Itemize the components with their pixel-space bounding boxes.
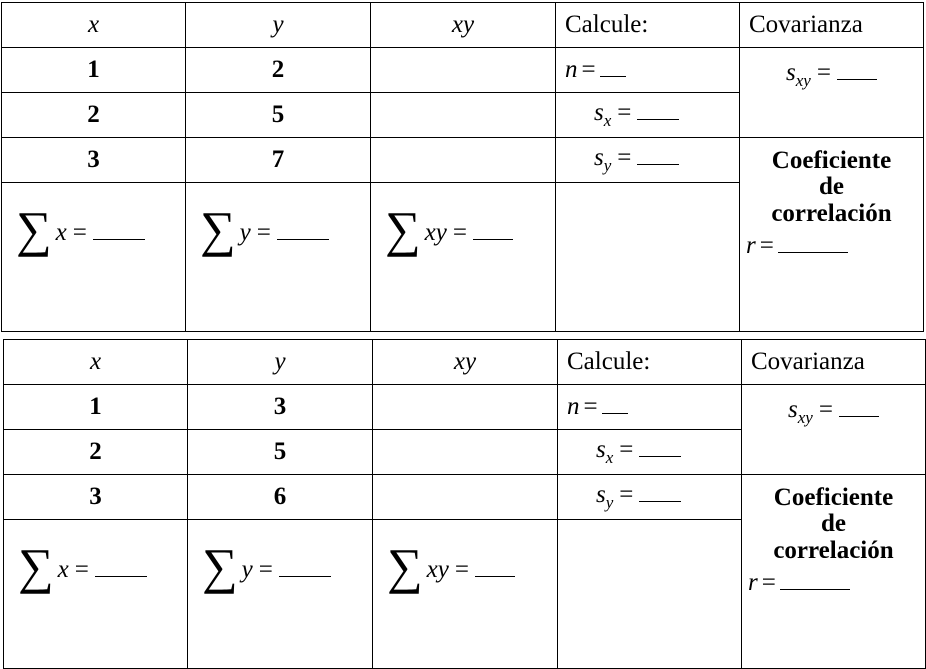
empty-cell xyxy=(558,520,742,669)
sum-x-var: x xyxy=(55,219,67,246)
answer-blank[interactable] xyxy=(95,576,147,577)
cell-x-3: 3 xyxy=(2,138,186,183)
coef-line-3: correlación xyxy=(771,199,892,227)
cell-x-2: 2 xyxy=(4,430,188,475)
answer-blank[interactable] xyxy=(637,164,679,165)
header-xy: xy xyxy=(373,340,558,385)
answer-blank[interactable] xyxy=(839,416,879,417)
cell-y-3: 7 xyxy=(186,138,371,183)
header-xy: xy xyxy=(371,3,556,48)
cell-xy-3[interactable] xyxy=(373,475,558,520)
cell-xy-1[interactable] xyxy=(371,48,556,93)
n-label: n xyxy=(567,392,580,420)
coef-line-1: Coeficiente xyxy=(771,147,892,174)
worksheet-table-2 xyxy=(3,339,926,669)
covariance-field[interactable] xyxy=(740,48,924,138)
empty-cell xyxy=(556,183,740,332)
cell-xy-1[interactable] xyxy=(373,385,558,430)
sxy-sub: xy xyxy=(797,408,813,427)
header-calcule: Calcule: xyxy=(556,3,740,48)
sxy-sub: xy xyxy=(795,71,811,90)
equals-sign: = xyxy=(619,436,634,464)
header-x: x xyxy=(4,340,188,385)
sum-x-field[interactable] xyxy=(4,520,188,669)
sigma-icon: ∑ xyxy=(202,538,238,594)
sum-xy-var: xy xyxy=(424,219,447,246)
cell-x-3: 3 xyxy=(4,475,188,520)
header-x: x xyxy=(2,3,186,48)
equals-sign: = xyxy=(617,144,632,172)
sx-base: s xyxy=(596,436,606,464)
cell-y-1: 2 xyxy=(186,48,371,93)
sxy-base: s xyxy=(786,59,796,86)
sy-sub: y xyxy=(603,156,612,176)
equals-sign: = xyxy=(454,556,469,583)
equals-sign: = xyxy=(617,99,632,127)
cell-x-1: 1 xyxy=(4,385,188,430)
answer-blank[interactable] xyxy=(639,501,681,502)
header-covarianza: Covarianza xyxy=(742,340,926,385)
sx-sub: x xyxy=(603,111,612,131)
coef-line-3: correlación xyxy=(773,536,894,564)
sum-x-var: x xyxy=(57,556,69,583)
r-line xyxy=(740,233,923,259)
equals-sign: = xyxy=(258,556,273,583)
sum-y-var: y xyxy=(239,219,251,246)
header-y: y xyxy=(188,340,373,385)
answer-blank[interactable] xyxy=(279,576,331,577)
sum-xy-field[interactable] xyxy=(373,520,558,669)
answer-blank[interactable] xyxy=(639,456,681,457)
sx-field[interactable] xyxy=(558,430,742,475)
sy-base: s xyxy=(594,144,604,172)
r-label: r xyxy=(748,568,758,596)
sigma-icon: ∑ xyxy=(18,538,54,594)
header-y: y xyxy=(186,3,371,48)
equals-sign: = xyxy=(619,481,634,509)
answer-blank[interactable] xyxy=(277,239,329,240)
covariance-field[interactable] xyxy=(742,385,926,475)
answer-blank[interactable] xyxy=(473,239,513,240)
sy-sub: y xyxy=(605,493,614,513)
r-label: r xyxy=(746,231,756,259)
n-label: n xyxy=(565,55,578,83)
sx-sub: x xyxy=(605,448,614,468)
sum-xy-var: xy xyxy=(426,556,449,583)
cell-y-2: 5 xyxy=(186,93,371,138)
equals-sign: = xyxy=(256,219,271,246)
sx-field[interactable] xyxy=(556,93,740,138)
sy-field[interactable] xyxy=(556,138,740,183)
answer-blank[interactable] xyxy=(600,76,626,77)
answer-blank[interactable] xyxy=(780,589,850,590)
equals-sign: = xyxy=(816,59,831,86)
sum-y-var: y xyxy=(241,556,253,583)
sigma-icon: ∑ xyxy=(16,201,52,257)
sx-base: s xyxy=(594,99,604,127)
header-calcule: Calcule: xyxy=(558,340,742,385)
cell-y-1: 3 xyxy=(188,385,373,430)
sy-base: s xyxy=(596,481,606,509)
correlation-field[interactable] xyxy=(742,475,926,669)
cell-x-2: 2 xyxy=(2,93,186,138)
sigma-icon: ∑ xyxy=(387,538,423,594)
worksheet-table-1 xyxy=(1,2,924,332)
sigma-icon: ∑ xyxy=(200,201,236,257)
coef-line-2: de xyxy=(819,173,844,201)
cell-xy-2[interactable] xyxy=(373,430,558,475)
sigma-icon: ∑ xyxy=(385,201,421,257)
answer-blank[interactable] xyxy=(93,239,145,240)
sum-y-field[interactable] xyxy=(188,520,373,669)
equals-sign: = xyxy=(581,55,596,83)
sxy-base: s xyxy=(788,396,798,423)
header-covarianza: Covarianza xyxy=(740,3,924,48)
answer-blank[interactable] xyxy=(778,252,848,253)
cell-xy-2[interactable] xyxy=(371,93,556,138)
equals-sign: = xyxy=(818,396,833,423)
sy-field[interactable] xyxy=(558,475,742,520)
answer-blank[interactable] xyxy=(637,119,679,120)
equals-sign: = xyxy=(759,231,774,259)
answer-blank[interactable] xyxy=(602,413,628,414)
equals-sign: = xyxy=(761,568,776,596)
n-field[interactable] xyxy=(556,48,740,93)
equals-sign: = xyxy=(74,556,89,583)
cell-x-1: 1 xyxy=(2,48,186,93)
r-line xyxy=(742,570,925,596)
cell-y-2: 5 xyxy=(188,430,373,475)
sum-xy-field[interactable] xyxy=(371,183,556,332)
n-field[interactable] xyxy=(558,385,742,430)
sum-y-field[interactable] xyxy=(186,183,371,332)
coef-line-1: Coeficiente xyxy=(773,484,894,511)
cell-y-3: 6 xyxy=(188,475,373,520)
coef-line-2: de xyxy=(821,510,846,538)
cell-xy-3[interactable] xyxy=(371,138,556,183)
answer-blank[interactable] xyxy=(837,79,877,80)
equals-sign: = xyxy=(452,219,467,246)
equals-sign: = xyxy=(583,392,598,420)
equals-sign: = xyxy=(72,219,87,246)
answer-blank[interactable] xyxy=(475,576,515,577)
correlation-field[interactable] xyxy=(740,138,924,332)
sum-x-field[interactable] xyxy=(2,183,186,332)
